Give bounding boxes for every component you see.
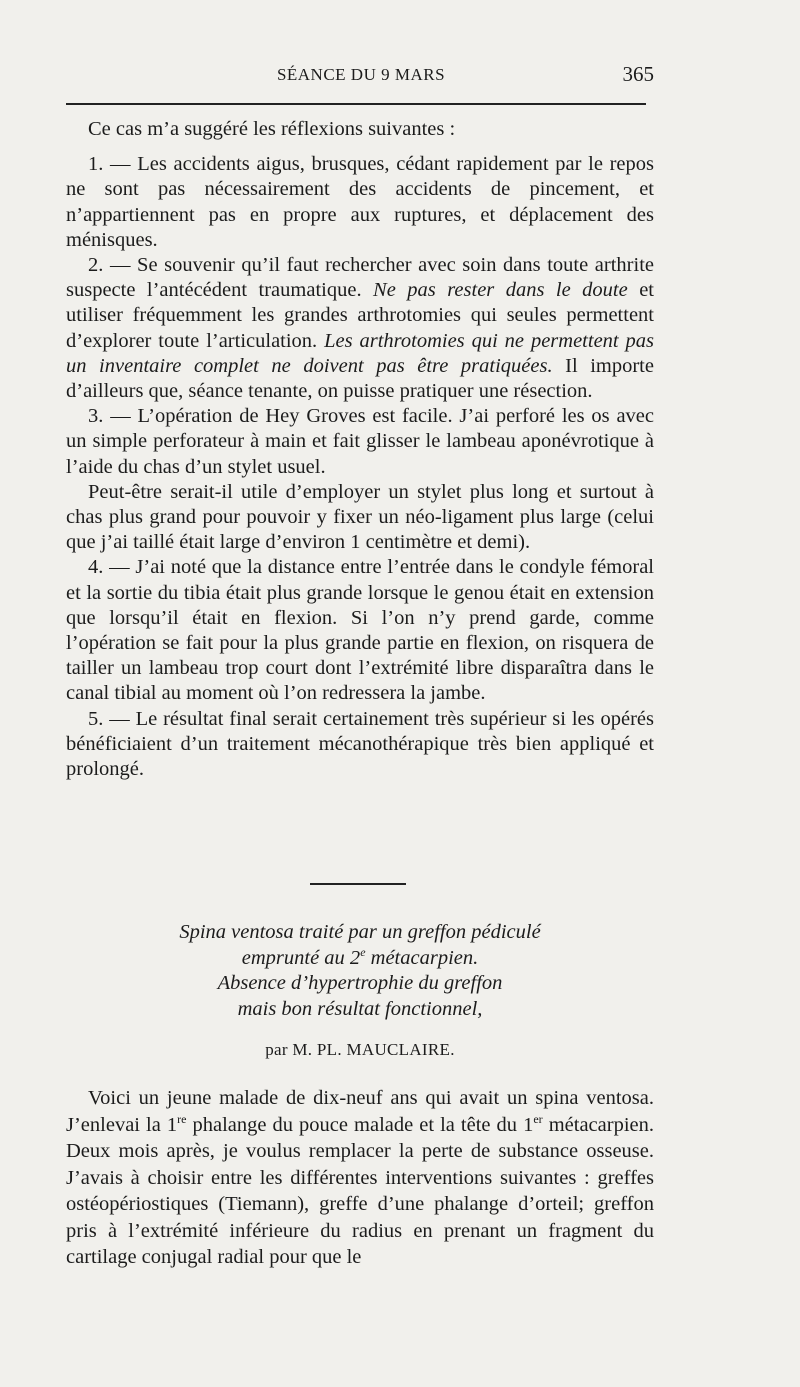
body-text-c: métacarpien. Deux mois après, je voulus remplacer la perte de substance osseuse. J’avais à choisir entre les différentes interventions suivantes : greffes ostéopériostiques (Tiemann), greffe d’une phalange d’orteil; greffon pris à l’extrémité inférieure du radius en prenant un fragment du cartilage conjugal radial pour que le [66,1113,654,1268]
paragraph-point-2 [66,253,654,404]
paragraph-point-5: 5. — Le résultat final serait certainement très supérieur si les opérés bénéficiaient d’un traitement mécanothérapique très bien appliqué et prolongé. [66,707,654,781]
point-2-italic-b: Les arthrotomies qui ne permettent pas un inventaire complet ne doivent pas être pratiquées. [66,329,654,377]
point-2-italic-a: Ne pas rester dans le doute [373,279,628,302]
point-2-text-b: et utiliser fréquemment les grandes arthrotomies qui seules permettent d’explorer toute l’articulation. [66,279,654,352]
running-head [66,62,656,92]
section-separator [310,883,406,885]
title-line-2-b: métacarpien. [365,946,479,969]
running-title: SÉANCE DU 9 MARS [276,65,446,84]
title-line-2-sup: e [360,944,366,959]
point-2-text-a: 2. — Se souvenir qu’il faut rechercher avec soin dans toute arthrite suspecte l’antécédent traumatique. [66,254,654,302]
title-line-4: mais bon résultat fonctionnel, [237,997,483,1020]
author-byline: par M. PL. MAUCLAIRE. [265,1040,455,1059]
paragraph-point-1: 1. — Les accidents aigus, brusques, cédant rapidement par le repos ne sont pas nécessairement des accidents de pincement, et n’appartiennent pas en propre aux ruptures, et déplacement des ménisques. [66,153,654,251]
title-line-2-a: emprunté au 2 [241,946,361,969]
body-text-a: Voici un jeune malade de dix-neuf ans qui avait un spina ventosa. J’enlevai la 1 [66,1087,654,1136]
paragraph-point-3-cont: Peut-être serait-il utile d’employer un stylet plus long et surtout à chas plus grand pour pouvoir y fixer un néo-ligament plus large (celui que j’ai taillé était large d’environ 1 centimètre et demi). [66,480,654,554]
page-number: 365 [622,62,654,86]
title-line-2 [66,946,654,972]
article-body [66,1085,654,1271]
paragraph-point-4: 4. — J’ai noté que la distance entre l’entrée dans le condyle fémoral et la sortie du tibia était plus grande lorsque le genou était en extension que lorsqu’il était en flexion. Si l’on n’y prend garde, comme l’opération se fait pour la plus grande partie en flexion, on risquera de tailler un lambeau trop court dont l’extrémité libre disparaîtra dans le canal tibial au moment où l’on redressera la jambe. [66,556,654,705]
body-sup-1: re [177,1111,187,1126]
article-title [66,920,654,1022]
body-text-b: phalange du pouce malade et la tête du 1 [186,1113,534,1136]
point-2-text-c: Il importe d’ailleurs que, séance tenante, on puisse pratiquer une résection. [66,354,654,403]
article-paragraph [66,1085,654,1271]
title-line-1: Spina ventosa traité par un greffon pédiculé [179,921,541,943]
paragraph-point-3: 3. — L’opération de Hey Groves est facile. J’ai perforé les os avec un simple perforateur à main et fait glisser le lambeau aponévrotique à l’aide du chas d’un stylet usuel. [66,405,654,478]
title-line-3: Absence d’hypertrophie du greffon [217,972,503,994]
section-reflexions [66,117,654,782]
body-sup-2: er [533,1111,543,1126]
paragraph-intro: Ce cas m’a suggéré les réflexions suivantes : [88,118,456,140]
header-rule [66,103,646,105]
